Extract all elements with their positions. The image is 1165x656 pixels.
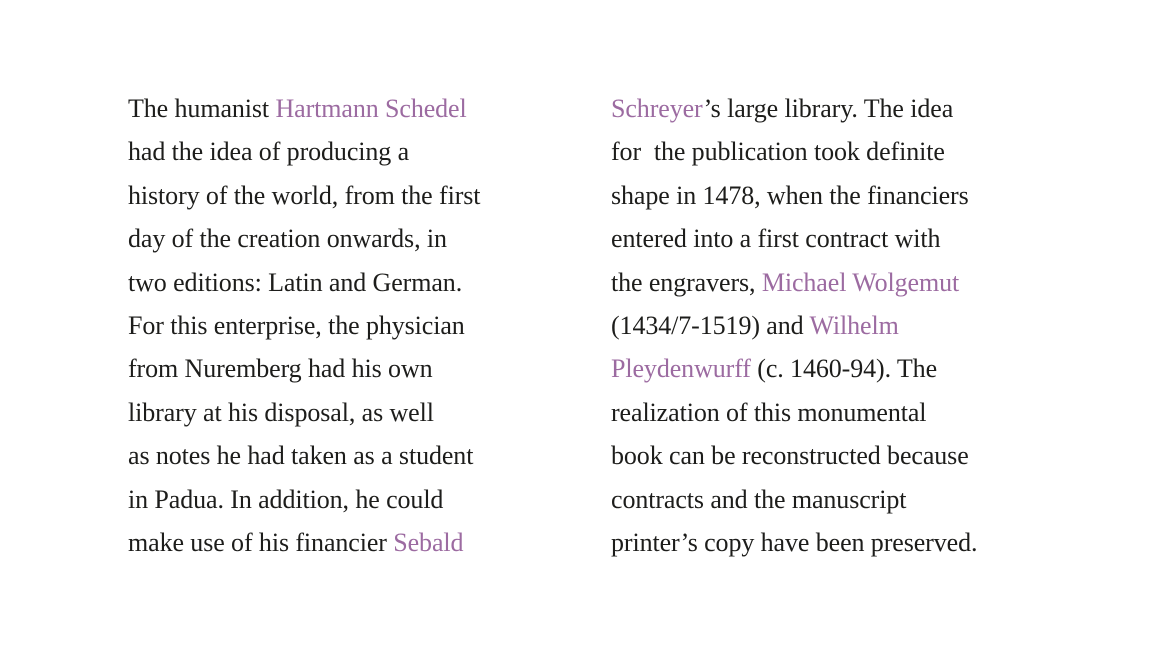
link-sebald-schreyer[interactable]: Sebald bbox=[393, 528, 464, 558]
text-line bbox=[611, 174, 977, 217]
text-segment: library at his disposal, as well bbox=[128, 397, 434, 427]
text-segment: two editions: Latin and German. bbox=[128, 267, 463, 297]
text-segment: (1434/7-1519) and bbox=[611, 311, 810, 341]
text-line bbox=[611, 347, 977, 390]
text-segment: in Padua. In addition, he could bbox=[128, 484, 444, 514]
text-segment: as notes he had taken as a student bbox=[128, 441, 474, 471]
text-segment: history of the world, from the first bbox=[128, 180, 481, 210]
text-line bbox=[128, 130, 480, 173]
text-segment: contracts and the manuscript bbox=[611, 484, 907, 514]
link-wilhelm-pleydenwurff[interactable]: Wilhelm bbox=[809, 311, 899, 341]
text-line bbox=[128, 347, 480, 390]
text-column-1 bbox=[128, 87, 480, 564]
text-segment: realization of this monumental bbox=[611, 397, 927, 427]
text-line bbox=[128, 391, 480, 434]
link-michael-wolgemut[interactable]: Michael Wolgemut bbox=[761, 267, 960, 297]
text-segment: ’s large library. The idea bbox=[703, 94, 954, 123]
text-line bbox=[128, 434, 480, 477]
text-line bbox=[611, 261, 977, 304]
text-line bbox=[611, 521, 977, 564]
text-segment: entered into a first contract with bbox=[611, 224, 941, 254]
text-segment: from Nuremberg had his own bbox=[128, 354, 433, 384]
text-line bbox=[128, 261, 480, 304]
text-segment: day of the creation onwards, in bbox=[128, 224, 447, 254]
text-segment: had the idea of producing a bbox=[128, 137, 410, 167]
text-line bbox=[611, 130, 977, 173]
link-wilhelm-pleydenwurff[interactable]: Pleydenwurff bbox=[611, 354, 751, 384]
text-segment: the engravers, bbox=[611, 267, 762, 297]
text-segment: The humanist bbox=[128, 94, 276, 123]
text-line bbox=[128, 174, 480, 217]
text-line bbox=[128, 521, 480, 564]
text-segment: make use of his financier bbox=[128, 528, 394, 558]
text-line bbox=[128, 304, 480, 347]
text-segment: (c. 1460-94). The bbox=[750, 354, 938, 384]
text-line bbox=[611, 217, 977, 260]
link-hartmann-schedel[interactable]: Hartmann Schedel bbox=[275, 94, 467, 123]
text-line bbox=[611, 304, 977, 347]
text-line bbox=[128, 87, 480, 130]
text-column-2 bbox=[611, 87, 977, 564]
text-line bbox=[611, 434, 977, 477]
text-segment: book can be reconstructed because bbox=[611, 441, 969, 471]
text-line bbox=[128, 478, 480, 521]
text-line bbox=[128, 217, 480, 260]
text-segment: printer’s copy have been preserved. bbox=[611, 528, 978, 558]
text-segment: For this enterprise, the physician bbox=[128, 311, 465, 341]
text-segment: for the publication took definite bbox=[611, 137, 945, 167]
text-line bbox=[611, 87, 977, 130]
text-segment: shape in 1478, when the financiers bbox=[611, 180, 969, 210]
text-line bbox=[611, 391, 977, 434]
text-line bbox=[611, 478, 977, 521]
link-sebald-schreyer[interactable]: Schreyer bbox=[611, 94, 704, 123]
